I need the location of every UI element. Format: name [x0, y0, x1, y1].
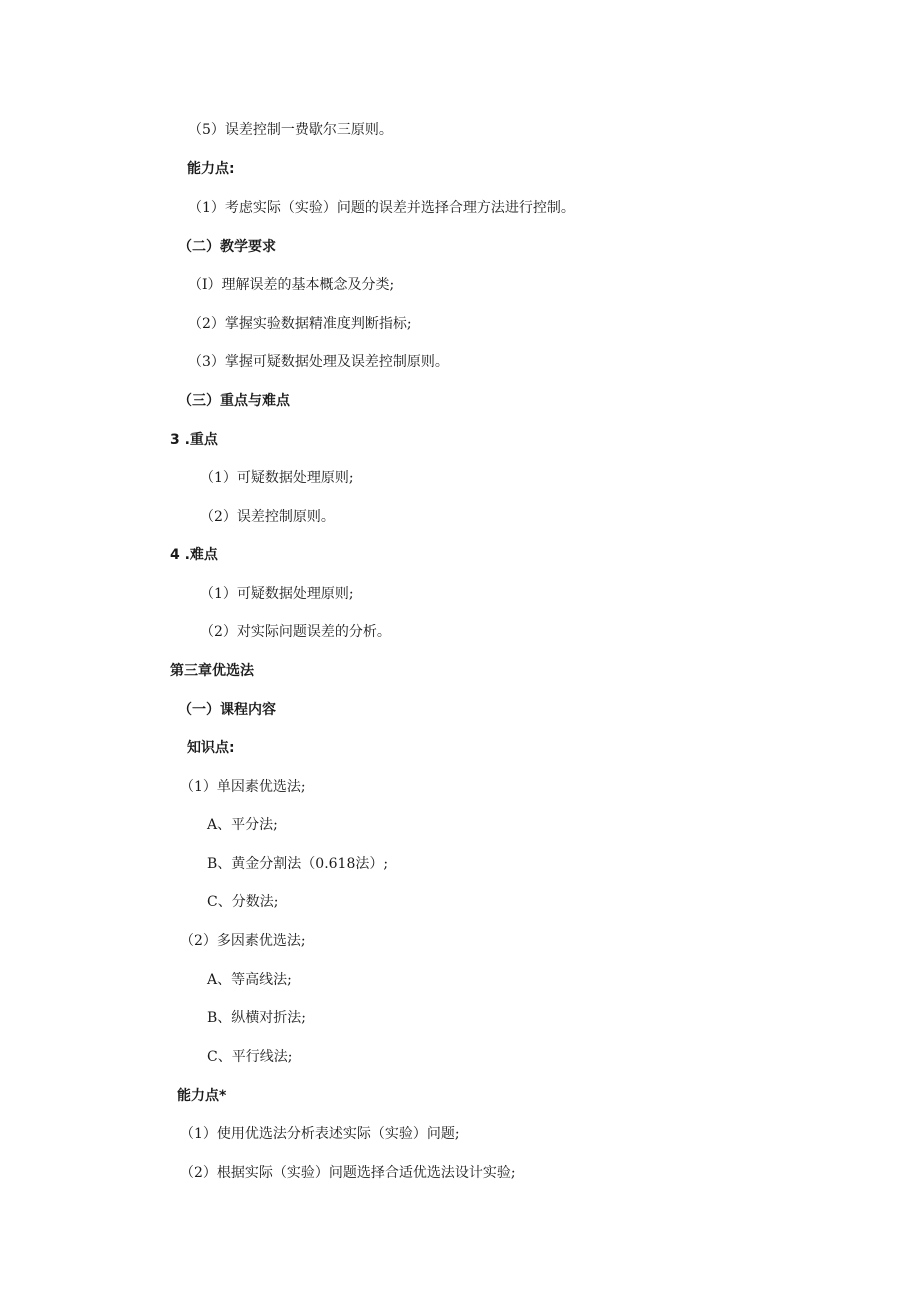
- text-line: （2）误差控制原则。: [200, 509, 335, 525]
- list-item: B、纵横对折法;: [207, 1010, 307, 1026]
- numbered-heading: 4 .难点: [170, 547, 218, 563]
- text-line: （5）误差控制一费歇尔三原则。: [188, 122, 393, 138]
- text-line: （2）掌握实验数据精准度判断指标;: [188, 316, 412, 332]
- list-item: C、分数法;: [207, 894, 279, 910]
- section-heading: （三）重点与难点: [178, 393, 290, 409]
- text-line: （1）使用优选法分析表述实际（实验）问题;: [180, 1126, 460, 1142]
- subheading: 能力点:: [187, 161, 235, 177]
- text-line: （1）可疑数据处理原则;: [200, 470, 354, 486]
- list-item: C、平行线法;: [207, 1049, 293, 1065]
- section-heading: （二）教学要求: [178, 239, 276, 255]
- text-line: （2）根据实际（实验）问题选择合适优选法设计实验;: [180, 1165, 516, 1181]
- section-heading: （一）课程内容: [178, 702, 276, 718]
- numbered-heading: 3 .重点: [170, 432, 218, 448]
- list-item: A、等高线法;: [207, 972, 292, 988]
- subheading: 知识点:: [187, 740, 235, 756]
- text-line: （1）单因素优选法;: [180, 779, 306, 795]
- list-item: A、平分法;: [207, 817, 278, 833]
- text-line: （1）考虑实际（实验）问题的误差并选择合理方法进行控制。: [188, 200, 575, 216]
- subheading: 能力点*: [177, 1088, 227, 1104]
- text-line: （2）多因素优选法;: [180, 933, 306, 949]
- text-line: （1）可疑数据处理原则;: [200, 586, 354, 602]
- text-line: （2）对实际问题误差的分析。: [200, 624, 391, 640]
- text-line: （I）理解误差的基本概念及分类;: [188, 277, 395, 293]
- list-item: B、黄金分割法（0.618法）;: [207, 856, 389, 872]
- chapter-heading: 第三章优选法: [170, 663, 254, 679]
- text-line: （3）掌握可疑数据处理及误差控制原则。: [188, 354, 449, 370]
